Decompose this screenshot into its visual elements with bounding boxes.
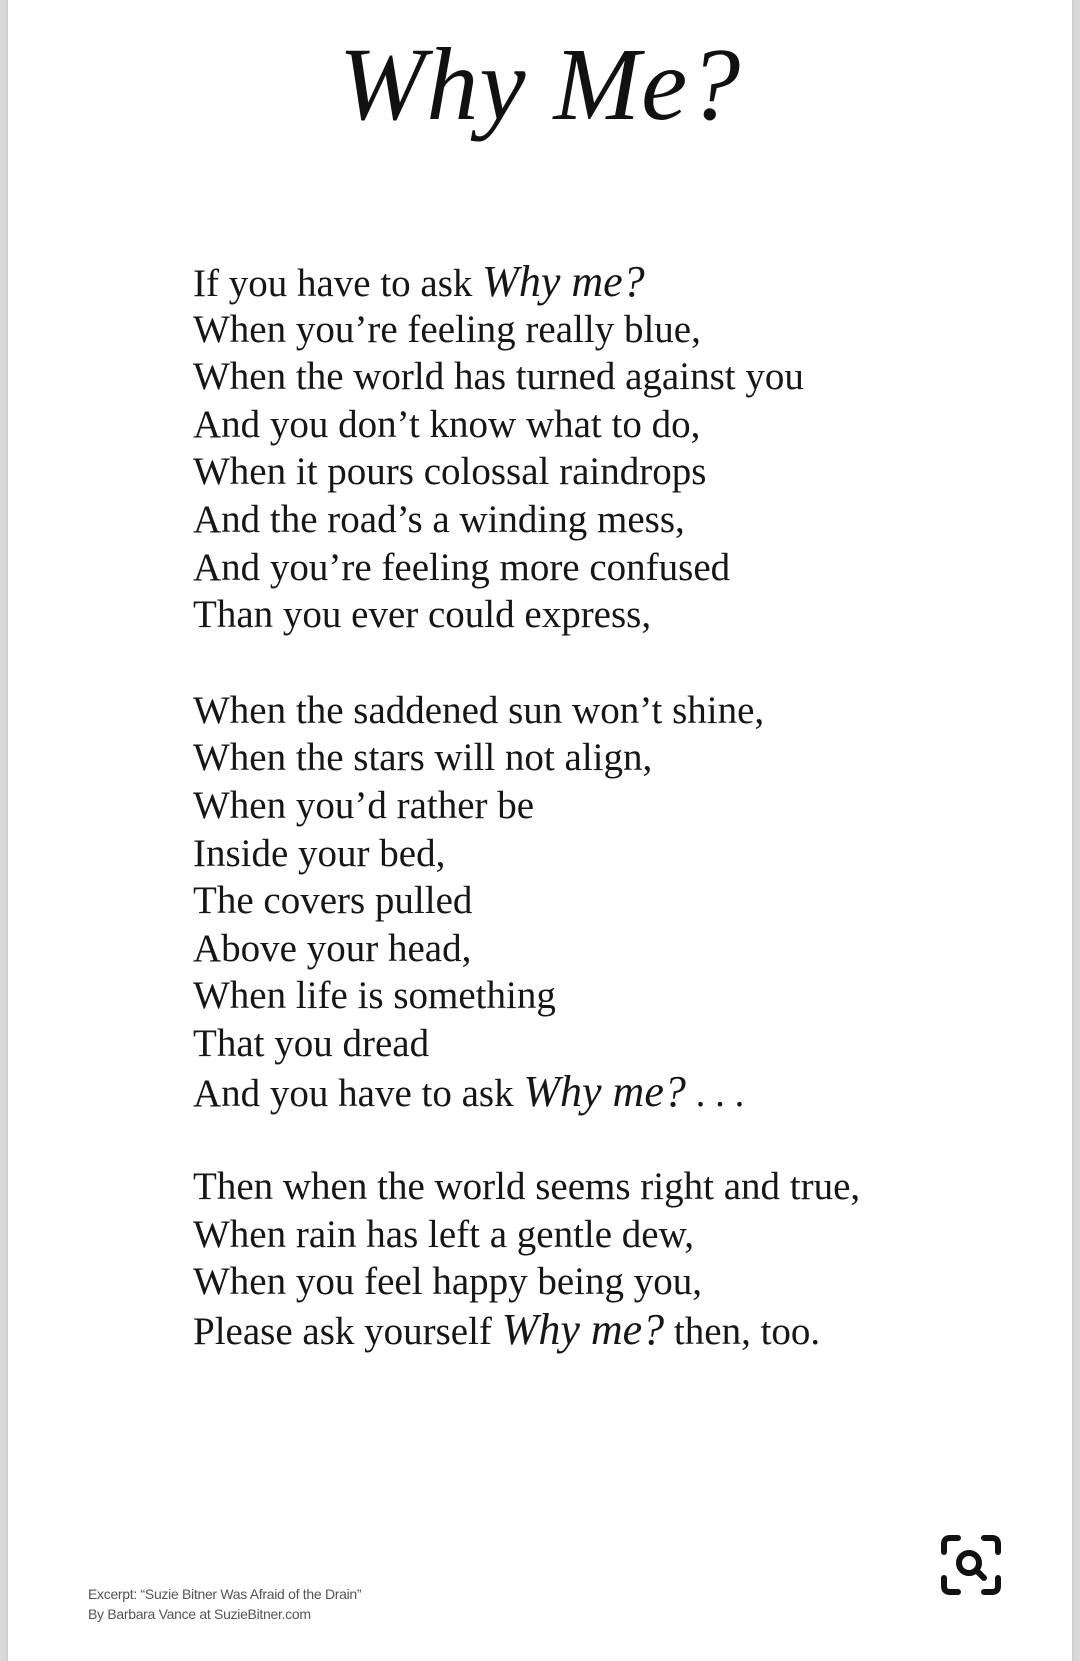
document-page xyxy=(8,0,1072,1661)
poem-line: When rain has left a gentle dew, xyxy=(193,1212,695,1256)
why-me-emphasis: Why me? xyxy=(482,257,645,306)
poem-line: Than you ever could express, xyxy=(193,593,652,637)
poem-line: When the world has turned against you xyxy=(193,355,804,399)
poem-line: And you don’t know what to do, xyxy=(193,402,701,446)
poem-line: And the road’s a winding mess, xyxy=(193,497,685,541)
poem-line: When the stars will not align, xyxy=(193,736,653,780)
stanza-break xyxy=(193,639,1033,687)
poem-line: Then when the world seems right and true, xyxy=(193,1165,861,1209)
why-me-emphasis: Why me? xyxy=(523,1066,686,1116)
source-caption xyxy=(88,1584,361,1624)
caption-author: By Barbara Vance at SuzieBitner.com xyxy=(88,1606,311,1622)
stanza-1 xyxy=(193,258,1033,639)
poem-line: When you’d rather be xyxy=(193,783,535,827)
poem-line: When the saddened sun won’t shine, xyxy=(193,688,765,732)
visual-search-icon xyxy=(940,1534,1002,1596)
poem-line: And you have to ask Why me? . . . xyxy=(193,1066,745,1116)
poem-body xyxy=(193,258,1033,1353)
stanza-3 xyxy=(193,1163,1033,1353)
visual-search-button[interactable] xyxy=(940,1534,1002,1596)
poem-line: When it pours colossal raindrops xyxy=(193,450,707,494)
poem-line: The covers pulled xyxy=(193,879,473,923)
poem-line: And you’re feeling more confused xyxy=(193,545,731,589)
poem-line: Inside your bed, xyxy=(193,831,446,875)
poem-line: When life is something xyxy=(193,974,556,1018)
poem-line: If you have to ask Why me? xyxy=(193,257,645,306)
poem-line: When you feel happy being you, xyxy=(193,1260,703,1304)
stanza-2 xyxy=(193,687,1033,1115)
why-me-emphasis: Why me? xyxy=(501,1304,665,1354)
caption-excerpt: Excerpt: “Suzie Bitner Was Afraid of the Drain” xyxy=(88,1586,362,1602)
poem-line: Please ask yourself Why me? then, too. xyxy=(193,1304,821,1354)
poem-line: That you dread xyxy=(193,1021,430,1065)
poem-line: When you’re feeling really blue, xyxy=(193,307,701,351)
poem-line: Above your head, xyxy=(193,926,472,970)
stanza-break xyxy=(193,1115,1033,1163)
poem-title: Why Me? xyxy=(338,27,742,142)
